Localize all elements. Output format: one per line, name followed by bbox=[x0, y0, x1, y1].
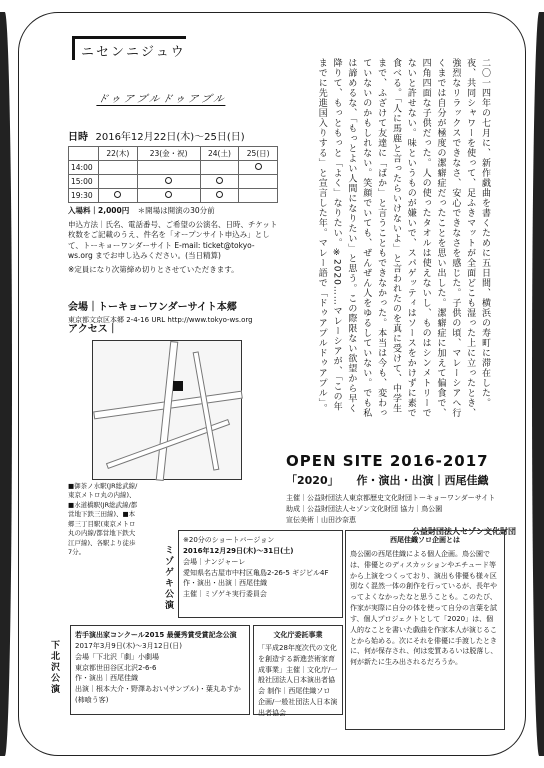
map-road bbox=[193, 351, 220, 470]
page-title: ニセンニジュウ bbox=[72, 36, 186, 60]
culture-box bbox=[253, 625, 343, 715]
schedule-row bbox=[69, 161, 278, 175]
production-title-line bbox=[286, 472, 516, 489]
access-map bbox=[92, 340, 242, 480]
credit-line: 助成｜公益財団法人セゾン文化財団 協力｜鳥公園 bbox=[286, 504, 443, 513]
apply-info: 申込方法｜氏名、電話番号、ご希望の公演名、日時、チケット枚数をご記載のうえ、件名を「オープンサイト申込み」として、トーキョーワンダーサイト E-mail: ticket@tokyo-ws.org までお申し込みください。(当日精算) bbox=[68, 219, 278, 260]
col-header: 24(土) bbox=[200, 147, 239, 161]
solo-text: 鳥公園の西尾佳織による個人企画。鳥公園では、俳優とのディスカッションやエチュード等から上演をつくっており、演出も俳優も様々区別なく混然一体の創作を行っているが、長年やってよくなかったなと思うことも。このたび、作家が実際に自分の体を使って自分の言葉を試す、個人プロジェクトとして「2020」は、個人的なことを書いた戯曲を作家本人が演じることから始める。次にそれを俳優に手渡したときに、何が保存され、何は変質あるいは脱落し、何が新たに生み出されるだろうか。 bbox=[350, 549, 498, 667]
mizogeki-box bbox=[178, 530, 343, 618]
performance-circle-icon bbox=[165, 177, 172, 184]
venue-label: 会場｜トーキョーワンダーサイト本郷 bbox=[68, 302, 237, 313]
corner-cell bbox=[69, 147, 99, 161]
production-credit: 作・演出・出演｜西尾佳織 bbox=[356, 474, 489, 487]
production-credits bbox=[286, 472, 516, 538]
performance-circle-icon bbox=[165, 191, 172, 198]
time-cell: 15:00 bbox=[69, 175, 99, 189]
schedule-row bbox=[69, 189, 278, 203]
schedule-header-row bbox=[69, 147, 278, 161]
main-essay: 二〇一四年の七月に、新作戯曲を書くために五日間、横浜の寿町に滞在した。夜、共同シャワーを使って、足ふきマットが全面どこも湿った上に立ったとき、強烈なリラックスできなさ、安心できなさを感じた。子供の頃、マレーシアへ行くまでは自分が極度の潔癖症だったことを思い出した。潔癖症に加えて偏食で、四角四面な子供だった。人の使ったタオルは使えないし、ものはシンメトリーでないと許せない。味というものが嫌いで、スパゲッティはソースをかけずに素で食べる。「人に馬鹿と言ったらいけないよ」と言われたのを真に受けて、中学生まで、ふざけて友達に「ばか」と言うこともできなかった。本当は今も、変わっていないのかもしれない。笑顔でいても、ぜんぜん人をゆるしていない。でも私は諦めるな、「もっとよい人間になりたい」と思う。この際限ない欲望から早く降りて、もっともっと「よく」なりたい。※2020……マレーシアが、「この年までに先進国入りする」と宣言した年。マレー語で「ドゥアプルドゥアプル」。 bbox=[316, 58, 490, 418]
shimokita-box bbox=[70, 625, 250, 715]
access-heading: アクセス｜ bbox=[68, 324, 118, 335]
fee: 入場料｜2,000円 bbox=[68, 206, 130, 215]
time-cell: 14:00 bbox=[69, 161, 99, 175]
shimokita-title: 若手演出家コンクール2015 最優秀賞受賞記念公演 bbox=[75, 631, 237, 639]
credit-line: 宣伝美術｜山田沙奈恵 bbox=[286, 515, 356, 524]
mizogeki-address: 愛知県名古屋市中村区亀島2-26-5 ギジビル4F bbox=[183, 568, 329, 577]
mizogeki-venue: 会場｜ナンジャーレ bbox=[183, 557, 246, 566]
schedule-dates: 2016年12月22日(木)〜25日(日) bbox=[95, 132, 245, 143]
schedule-row bbox=[69, 175, 278, 189]
col-header: 25(日) bbox=[239, 147, 278, 161]
venue-marker-icon bbox=[173, 381, 183, 391]
mizogeki-note: ※20分のショートバージョン bbox=[183, 536, 275, 544]
schedule-block bbox=[68, 128, 278, 275]
performance-circle-icon bbox=[216, 191, 223, 198]
culture-text: 「平成28年度次代の文化を創造する新進芸術家育成事業」主催｜文化庁/一般社団法人日本演出者協会 制作｜西尾佳織ソロ 企画/一般社団法人日本演出者協会 bbox=[258, 643, 338, 717]
performance-circle-icon bbox=[114, 191, 121, 198]
time-cell: 19:30 bbox=[69, 189, 99, 203]
mizogeki-label: ミゾゲキ公演 bbox=[163, 545, 173, 611]
schedule-heading bbox=[68, 128, 278, 143]
open-site-title: OPEN SITE 2016-2017 bbox=[286, 452, 489, 470]
credit-line: 主催｜公益財団法人東京都歴史文化財団トーキョーワンダーサイト bbox=[286, 494, 496, 503]
col-header: 23(金・祝) bbox=[137, 147, 200, 161]
schedule-table bbox=[68, 146, 278, 203]
venue-address: 東京都文京区本郷 2-4-16 URL http://www.tokyo-ws.org bbox=[68, 316, 253, 324]
mizogeki-org: 主催｜ミゾゲキ実行委員会 bbox=[183, 590, 267, 599]
schedule-label: 日時 bbox=[68, 132, 88, 143]
map-road bbox=[156, 341, 179, 481]
culture-heading: 文化庁委託事業 bbox=[273, 631, 323, 639]
fee-note: ＊開場は開演の30分前 bbox=[137, 206, 215, 215]
solo-heading: 西尾佳織ソロ企画とは bbox=[390, 536, 460, 544]
access-route: ■御茶ノ水駅(JR総武線/東京メトロ丸の内線)、■水道橋駅(JR総武線/都営地下鉄三田線)、■本郷三丁目駅(東京メトロ丸の内線/都営地下鉄大江戸線)、各駅より徒歩7分。 bbox=[68, 482, 138, 556]
performance-circle-icon bbox=[216, 177, 223, 184]
solo-box bbox=[345, 530, 505, 730]
shimokita-direct: 作・演出｜西尾佳織 bbox=[75, 674, 138, 683]
shimokita-cast: 出演｜根本大介・野澤あおい(サンプル)・葉丸あすか(柿喰う客) bbox=[75, 685, 241, 705]
mizogeki-dates: 2016年12月29日(木)〜31日(土) bbox=[183, 546, 294, 555]
shimokita-label: 下北沢公演 bbox=[49, 640, 59, 695]
performance-circle-icon bbox=[255, 163, 262, 170]
shimokita-dates: 2017年3月9日(木)〜3月12日(日) bbox=[75, 641, 183, 650]
shimokita-venue: 会場「下北沢「劇」小劇場 bbox=[75, 652, 159, 661]
right-edge-ink bbox=[532, 12, 544, 756]
col-header: 22(木) bbox=[99, 147, 138, 161]
title-artwork: ドゥアプルドゥアプル bbox=[96, 90, 228, 106]
shimokita-address: 東京都世田谷区北沢2-6-6 bbox=[75, 663, 157, 672]
fee-line bbox=[68, 206, 278, 217]
left-edge-ink bbox=[0, 12, 12, 756]
production-title: 「2020」 bbox=[286, 474, 339, 487]
capacity-note: ※定員になり次第締め切りとさせていただきます。 bbox=[68, 264, 239, 274]
sponsor-logo: 公益財団法人セゾン文化財団 bbox=[412, 526, 516, 536]
mizogeki-credit: 作・演出・出演｜西尾佳織 bbox=[183, 579, 267, 588]
